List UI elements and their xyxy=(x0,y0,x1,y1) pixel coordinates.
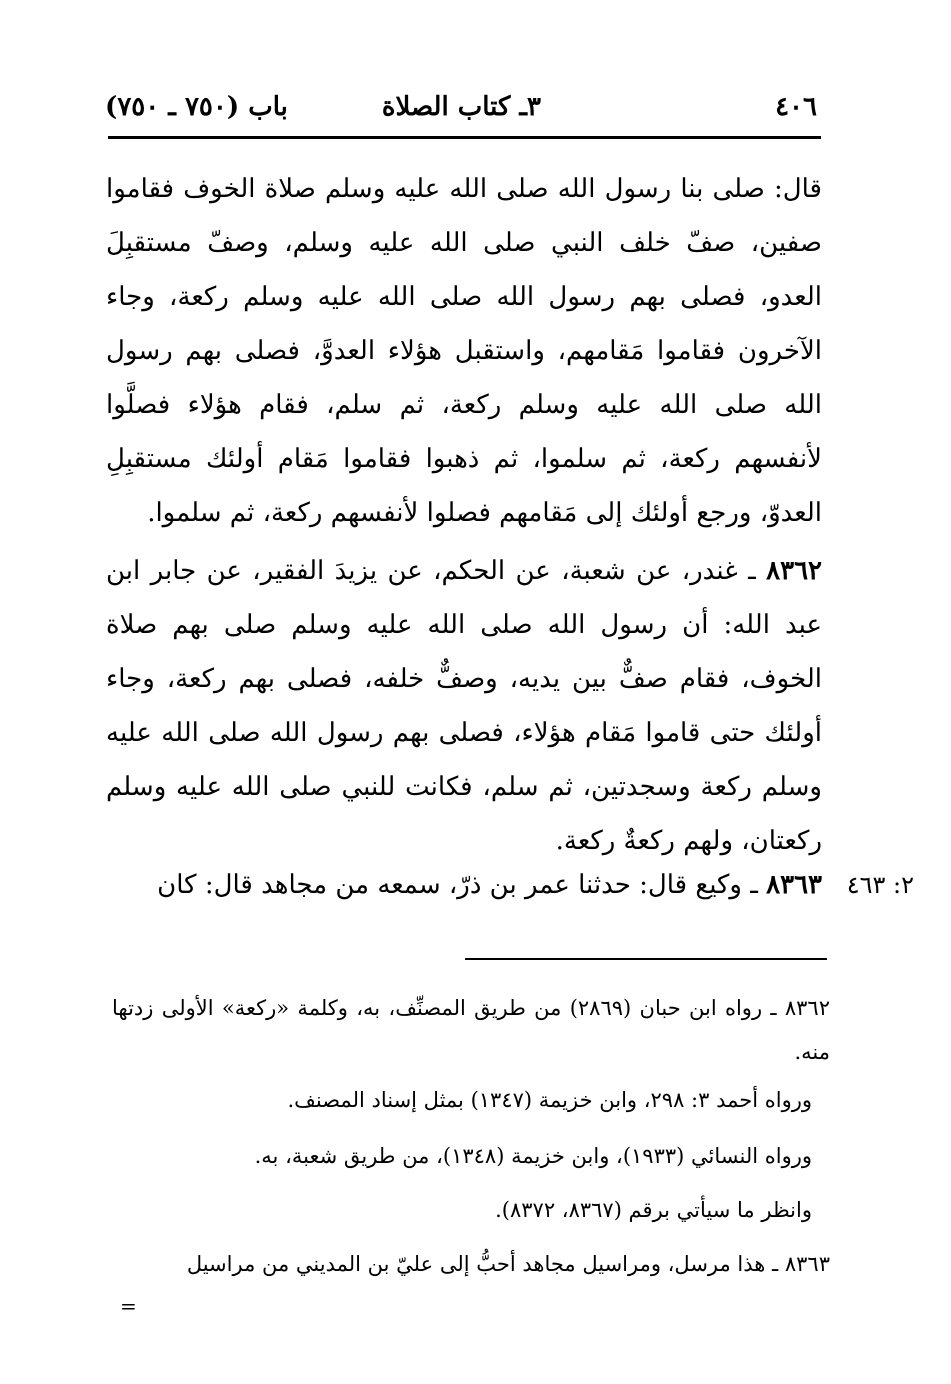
footnote-line: وانظر ما سيأتي برقم (٨٣٦٧، ٨٣٧٢). xyxy=(495,1198,812,1222)
hadith-text: ـ غندر، عن شعبة، عن الحكم، عن يزيدَ الفقير، عن جابر ابن عبد الله: أن رسول الله صلى الله عليه وسلم صلى بهم صلاة الخوف، فقام صفٌّ بين يديه، وصفٌّ خلفه، فصلى بهم ركعة، وجاء أولئك حتى قاموا مَقام هؤلاء، فصلى بهم رسول الله صلى الله عليه وسلم ركعة وسجدتين، ثم سلم، فكانت للنبي صلى الله عليه وسلم ركعتان، ولهم ركعةٌ ركعة. xyxy=(106,556,822,856)
hadith-8362 xyxy=(106,544,822,868)
footnote-8362: ٨٣٦٢ ـ رواه ابن حبان (٢٨٦٩) من طريق المصنِّف، به، وكلمة «ركعة» الأولى زدتها منه. xyxy=(112,996,830,1064)
footnote-line: ورواه النسائي (١٩٣٣)، وابن خزيمة (١٣٤٨)، من طريق شعبة، به. xyxy=(254,1144,812,1168)
hadith-number: ٨٣٦٣ xyxy=(766,870,822,900)
footnote-8363: ٨٣٦٣ ـ هذا مرسل، ومراسيل مجاهد أحبُّ إلى عليّ بن المديني من مراسيل xyxy=(186,1252,830,1276)
footnote-separator xyxy=(465,958,827,960)
hadith-8363 xyxy=(106,858,822,912)
hadith-text: ـ وكيع قال: حدثنا عمر بن ذرّ، سمعه من مجاهد قال: كان xyxy=(157,870,758,900)
chapter-title: ٣ـ كتاب الصلاة xyxy=(381,92,541,122)
hadith-number: ٨٣٦٢ xyxy=(766,556,822,586)
section-title: باب (٧٥٠ ـ ٧٥٠) xyxy=(105,92,288,122)
page-header xyxy=(105,86,821,130)
header-rule xyxy=(108,136,821,139)
margin-reference: ٢: ٤٦٣ xyxy=(846,871,914,899)
continuation-mark: = xyxy=(120,1294,137,1318)
footnote-line: ورواه أحمد ٣: ٢٩٨، وابن خزيمة (١٣٤٧) بمثل إسناد المصنف. xyxy=(287,1088,812,1112)
page-number: ٤٠٦ xyxy=(775,92,817,122)
paragraph-continuation: قال: صلى بنا رسول الله صلى الله عليه وسلم صلاة الخوف فقاموا صفين، صفّ خلف النبي صلى الله عليه وسلم، وصفّ مستقبِلَ العدو، فصلى بهم رسول الله صلى الله عليه وسلم ركعة، وجاء الآخرون فقاموا مَقامهم، واستقبل هؤلاء العدوَّ، فصلى بهم رسول الله صلى الله عليه وسلم ركعة، ثم سلم، فقام هؤلاء فصلَّوا لأنفسهم ركعة، ثم سلموا، ثم ذهبوا فقاموا مَقام أولئك مستقبِلِ العدوّ، ورجع أولئك إلى مَقامهم فصلوا لأنفسهم ركعة، ثم سلموا. xyxy=(106,174,823,528)
